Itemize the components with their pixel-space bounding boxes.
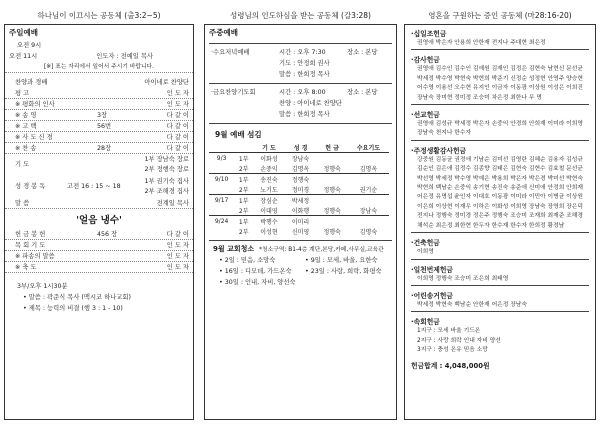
offering-section-title: ·건축헌금 (411, 239, 440, 248)
weekday-panel (204, 24, 397, 420)
prayer-table-cell: 1부 (234, 216, 253, 227)
prayer-table-header (209, 142, 389, 153)
standing-notice: [※] 표는 자리에서 일어서 주시기 바랍니다. (5, 62, 193, 73)
order-row (5, 143, 193, 154)
order-item-ref: 3장 (97, 112, 108, 119)
prayer-table-cell: 장남숙 (359, 207, 378, 215)
fri-time: 시간 : 오후 8:00 (279, 89, 326, 96)
fri-row-3 (205, 109, 396, 120)
prayer-table-cell: 장심순 (253, 195, 285, 206)
prayer-table-cell (348, 174, 389, 185)
prayer-table-cell: 1부 (234, 195, 253, 206)
cell-offering-title: ·속회헌금 (411, 318, 440, 327)
order-row-praise (5, 77, 193, 88)
order-rows (5, 88, 193, 154)
fri-row-2 (205, 98, 396, 109)
prayer-table-cell: 정행숙 (323, 165, 341, 173)
offering-section-names: 권영애 김성규 박세정 박은자 손중익 안경희 안희재 이미라 이희영 장남숙 천지나 한수자 (417, 121, 583, 137)
cleaning-entry: • 16일 : 디모데, 가드온숙 (219, 266, 292, 277)
prayer-table-head-cell: 기 도 (262, 144, 276, 152)
prayer-table-row (209, 163, 389, 174)
order-item-ref: 28장 (97, 145, 112, 152)
order-item-leader: 인 도 자 (166, 101, 189, 108)
prayer-table-cell: 이성현 (260, 228, 278, 236)
order-row (5, 88, 193, 99)
prayer-table-cell (316, 153, 348, 164)
order-item-ref: 456 장 (97, 231, 118, 238)
prayer-table-cell: 이대영 (260, 207, 278, 215)
order-item-label: ※ 찬 송 (15, 145, 37, 152)
prayer-table-cell: 이화행 (291, 207, 310, 215)
cleaning-entry: • 2일 : 믿음, 소망숙 (219, 255, 275, 266)
prayer-table-head-cell: 성 경 (293, 144, 308, 152)
wed-time: 시간 : 오후 7:30 (279, 49, 326, 56)
praise-team: 아이네로 찬양단 (144, 79, 189, 86)
cleaning-row (205, 255, 396, 266)
offering-section-names: 이희영 정행숙 조승미 조은희 최태영 (417, 275, 509, 282)
sunday-worship-title: 주일예배 (9, 28, 38, 37)
cleaning-row (205, 266, 396, 277)
order-row (5, 110, 193, 121)
prayer-table-cell (316, 216, 348, 227)
offering-section-names: 박세정 박현숙 백남순 안한재 어은정 장남숙 (417, 301, 528, 308)
prayer-label: 기 도 (15, 161, 30, 168)
afternoon-title: 3부/오후 1시30분 (17, 283, 68, 290)
prayer-table-cell (348, 195, 389, 206)
prayer-table-row (209, 216, 389, 227)
prayer-table-cell: 2부 (238, 165, 249, 173)
wed-sermon: 말씀 : 한희정 목사 (279, 71, 330, 78)
prayer-date (209, 226, 234, 237)
offering-section-title: ·선교헌금 (411, 111, 440, 120)
fri-lead: 찬양 : 아이네로 찬양단 (279, 100, 342, 107)
service-time-2-row (5, 51, 193, 62)
sermon-title: '얼음 냉수' (76, 215, 122, 226)
prayer-leader-1: 1부 장남숙 장로 (144, 156, 189, 163)
prayer-table-head-cell: 수요기도 (356, 144, 381, 152)
prayer-table-cell: 이미리 (285, 216, 317, 227)
order-row (5, 132, 193, 143)
prayer-table-row (209, 174, 389, 185)
scripture-reader-1: 1부 권기숙 집사 (144, 178, 189, 185)
offering-total: 헌금합계 : 4,048,000원 (411, 361, 490, 370)
prayer-date (209, 184, 234, 195)
cleaning-entry: • 30일 : 인내, 자비, 양선숙 (219, 277, 296, 288)
prayer-table-cell: 장남숙 (285, 153, 317, 164)
order-item-leader: 인 도 자 (166, 253, 189, 260)
prayer-table-head-cell (209, 142, 234, 153)
cell-offering-2: 2지구 : 사랑 희락 인내 자비 양선 (417, 337, 501, 344)
prayer-table-cell: 이화성 (253, 153, 285, 164)
prayer-table-cell: 정행숙 (323, 228, 341, 236)
cleaning-entry: • 9일 : 모세, 바울, 요한숙 (305, 255, 378, 266)
prayer-leader-2: 2부 정행숙 장로 (144, 166, 189, 173)
afternoon-item-2: • 제목 : 능력의 비결 (행 3 : 1 - 10) (5, 303, 193, 314)
prayer-service-table (209, 142, 389, 237)
offering-section-title: ·감사헌금 (411, 56, 440, 65)
order-item-leader: 다 같 이 (166, 134, 189, 141)
prayer-table-cell (316, 174, 348, 185)
column3-header: 영혼을 구원하는 증인 공동체 (마28:16-20) (428, 11, 572, 20)
afternoon-service (5, 281, 193, 314)
prayer-table-cell: 김명옥 (359, 165, 378, 173)
cleaning-entry: • 23일 : 사랑, 희락, 화평숙 (305, 266, 382, 277)
prayer-table-cell: 정행숙 (323, 186, 341, 194)
fri-place: 장소 : 본당 (347, 89, 378, 96)
offering-section-names: 강중원 김동균 권정애 기남순 김미선 김영란 김혜순 김용자 김성규 김순인 김은애 김정수 김종향 김태은 김현숙 김현수 김효철 문선균 박선영 박세정 박수영 박예은 박용희 박은자 박은경 박미선 박현숙 박현희 백남순 손중익 송기현 송진숙 송준애 신미애 안정희 안희재 어은정 유명섭 윤인자 이대호 이동광 이미라 이민아 이병균 이상원 이은희 이상현 이재우 이하은 이화성 이희영 장남숙 장영희 장은덕 전지나 정행숙 정미경 정은주 정행숙 조승미 조재희 최재준 조해경 채석순 최은정 최한현 한두자 한수재 한수자 한희정 황정남 (417, 156, 583, 229)
offering-section-title: ·어린송거헌금 (411, 291, 453, 300)
prayer-date (209, 163, 234, 174)
prayer-date: 9/10 (209, 174, 234, 185)
order-row (5, 262, 193, 273)
order-item-label: 헌 금 봉 헌 (15, 231, 46, 238)
prayer-table-cell: 1부 (234, 174, 253, 185)
order-row (5, 229, 193, 240)
prayer-table-cell (348, 153, 389, 164)
prayer-table-cell: 1부 (234, 153, 253, 164)
cleaning-title: 9월 교회청소 (213, 244, 255, 253)
prayer-date: 9/24 (209, 216, 234, 227)
prayer-table-head-cell (234, 142, 253, 153)
prayer-table-cell: 정미경 (291, 186, 310, 194)
prayer-date (209, 205, 234, 216)
cell-offering-1: 1지구 : 모세 바울 기드온 (417, 328, 481, 335)
prayer-table-cell: 권기순 (359, 186, 378, 194)
order-item-label: 목 회 기 도 (15, 242, 46, 249)
cleaning-row (205, 277, 396, 288)
prayer-table-cell (316, 195, 348, 206)
prayer-table-cell: 정행숙 (285, 174, 317, 185)
offering-section-title: ·십일조헌금 (411, 30, 447, 38)
prayer-table-body (209, 153, 389, 237)
sermon-preacher: 전계일 목사 (156, 200, 189, 207)
offering-section-names: 권영애 김수인 김수인 김예원 김재인 김정은 김현숙 남현신 문선균 박세정 박수영 박현숙 박현희 박준기 신정순 성정현 안영주 양승현 어수영 이용선 오수현 유지인 이금자 이동광 이상원 이성은 이희진 장남숙 장미현 정미정 조승미 차은정 최한나 무 명 (417, 66, 583, 101)
order-item-leader: 인 도 자 (166, 242, 189, 249)
prayer-table-cell: 김명숙 (359, 228, 378, 236)
service-time-2: 오전 11시 (9, 53, 38, 60)
offering-section-names: 권영애 박은자 안용희 안한재 전지나 주대현 최은정 (417, 40, 546, 46)
order-item-leader: 다 같 이 (166, 123, 189, 130)
prayer-table-cell: 노기도 (260, 186, 278, 194)
order-item-leader: 다 같 이 (166, 112, 189, 119)
order-row-prayer (5, 154, 193, 176)
order-item-leader: 다 같 이 (166, 231, 189, 238)
offering-section-names: 이희영 (417, 249, 434, 256)
prayer-table-row (209, 195, 389, 206)
prayer-date: 9/3 (209, 153, 234, 164)
prayer-table-cell: 2부 (238, 186, 249, 194)
order-item-label: ※ 파송의 말씀 (15, 253, 55, 260)
offering-panel (404, 24, 596, 420)
order-item-label: ※ 축 도 (15, 264, 37, 271)
prayer-table-row (209, 184, 389, 195)
fri-row-1 (205, 87, 396, 98)
order-rows-after (5, 229, 193, 273)
order-row-sermon (5, 198, 193, 209)
column1-header: 하나님이 이끄시는 공동체 (출3:2~5) (37, 11, 161, 20)
column2-header: 성령님의 인도하심을 받는 공동체 (갈3:28) (230, 11, 371, 20)
wed-place: 장소 : 본당 (347, 49, 378, 56)
wed-row-2 (205, 58, 396, 69)
prayer-table-row (209, 226, 389, 237)
order-item-label: ※ 평화의 인사 (15, 101, 55, 108)
offering-section-title: ·주정생활감사헌금 (411, 146, 467, 155)
order-item-leader: 인 도 자 (166, 264, 189, 271)
prayer-date: 9/17 (209, 195, 234, 206)
wed-name: ·수요저녁예배 (211, 49, 250, 56)
prayer-table-cell: 박행수 (253, 216, 285, 227)
prayer-table-cell: 송진숙 (253, 174, 285, 185)
order-item-label: ※ 고 백 (15, 123, 37, 130)
prayer-table-cell: 2부 (238, 207, 249, 215)
prayer-table-head-cell: 헌 금 (325, 144, 339, 152)
prayer-table-row (209, 205, 389, 216)
wed-row-1 (205, 47, 396, 58)
scripture-label: 성 경 봉 독 (15, 183, 46, 190)
service-leader: 인도자 : 전예일 목사 (96, 53, 153, 60)
order-item-label: ※ 사 도 신 경 (15, 134, 53, 141)
order-row (5, 121, 193, 132)
order-row (5, 251, 193, 262)
service-time-1: 오전 9시 (17, 42, 42, 49)
prayer-table-cell: 신미영 (291, 228, 310, 236)
prayer-table-cell: 박세정 (285, 195, 317, 206)
order-item-label: 평 고 (15, 90, 30, 97)
offering-sections (405, 25, 595, 312)
prayer-table-cell: 2부 (238, 228, 249, 236)
order-item-leader: 인 도 자 (166, 90, 189, 97)
scripture-ref: 고전 16 : 15 ~ 18 (67, 183, 121, 190)
prayer-service-title: 9월 예배 섬김 (215, 130, 262, 139)
wed-row-3 (205, 69, 396, 80)
weekday-title: 주중예배 (209, 28, 238, 37)
scripture-reader-2: 2부 조해경 집사 (144, 188, 189, 195)
order-item-ref: 56번 (97, 123, 112, 130)
sermon-label: 말 씀 (15, 200, 30, 207)
cleaning-note: *청소구역: B1-4층 계단,본당,카페,사무실,교육관 (259, 246, 384, 253)
order-item-label: ※ 송 영 (15, 112, 37, 119)
order-row (5, 99, 193, 110)
prayer-table-cell: 정행숙 (323, 207, 341, 215)
prayer-table-row (209, 153, 389, 164)
praise-label: 찬양과 경배 (15, 79, 48, 86)
offering-section-title: ·일천번제헌금 (411, 265, 453, 274)
sunday-worship-panel (4, 24, 194, 420)
fri-sermon: 말씀 : 한희정 목사 (279, 111, 330, 118)
order-row-scripture (5, 176, 193, 198)
afternoon-item-1: • 말씀 : 곽준식 목사 (맥시코 하나교회) (5, 292, 193, 303)
cleaning-header (205, 244, 396, 255)
cell-offering-3: 3지구 : 충성 온유 믿음 소망 (417, 347, 488, 354)
order-item-leader: 다 같 이 (166, 145, 189, 152)
prayer-table-cell (348, 216, 389, 227)
fri-name: ·금요찬양기도회 (211, 89, 256, 96)
cleaning-rows (205, 255, 396, 288)
prayer-table-cell: 김명옥 (291, 165, 310, 173)
order-row (5, 240, 193, 251)
wed-prayer: 기도 : 안정희 권사 (279, 60, 330, 67)
prayer-table-cell: 손중익 (260, 165, 278, 173)
